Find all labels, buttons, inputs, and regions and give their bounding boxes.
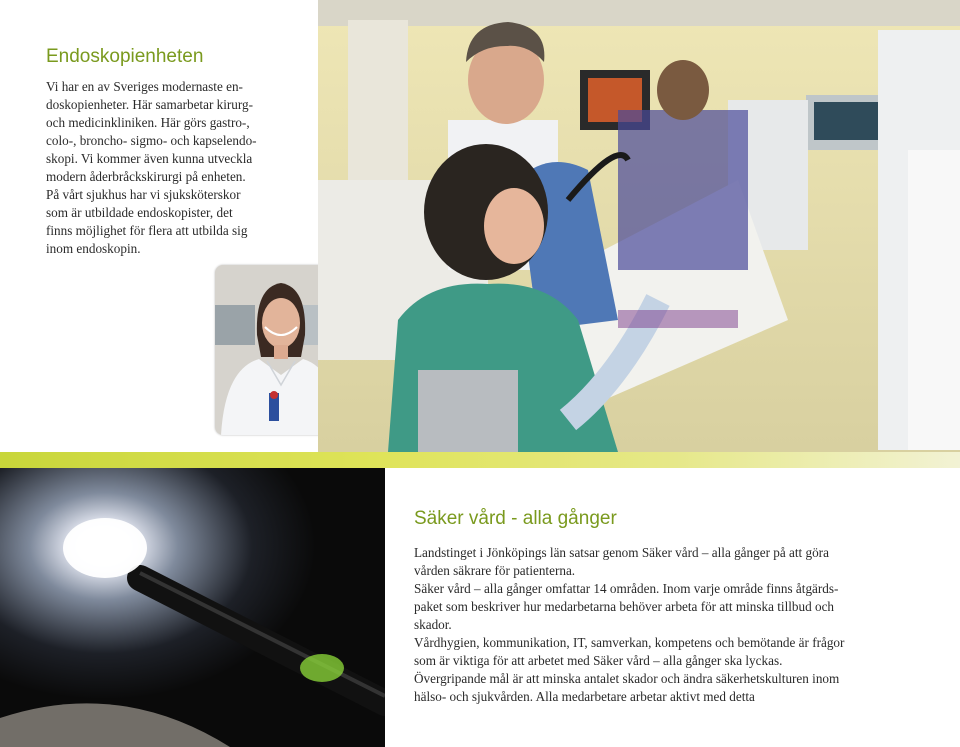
intro-line: och medicinkliniken. Här görs gastro-,: [46, 115, 250, 130]
safety-line: skador.: [414, 617, 452, 632]
safety-line: som är viktiga för att arbetet med Säker vård – alla gånger ska lyckas.: [414, 653, 783, 668]
safety-heading: Säker vård - alla gånger: [414, 508, 617, 529]
intro-line: doskopienheter. Här samarbetar kirurg-: [46, 97, 254, 112]
safety-line: Landstinget i Jönköpings län satsar genom Säker vård – alla gånger på att göra: [414, 545, 829, 560]
accent-band: [0, 452, 960, 468]
intro-line: modern åderbråckskirurgi på enheten.: [46, 169, 246, 184]
intro-line: skopi. Vi kommer även kunna utveckla: [46, 151, 253, 166]
procedure-illustration: [318, 0, 960, 452]
safety-line: Vårdhygien, kommunikation, IT, samverkan, kompetens och bemötande är frågor: [414, 635, 845, 650]
safety-line: paket som beskriver hur medarbetarna behöver arbeta för att minska tillbud och: [414, 599, 835, 614]
intro-paragraph: [46, 78, 308, 258]
safety-line: hälso- och sjukvården. Alla medarbetare arbetar aktivt med detta: [414, 689, 755, 704]
intro-line: colo-, broncho- sigmo- och kapselendo-: [46, 133, 257, 148]
intro-line: Vi har en av Sveriges modernaste en-: [46, 79, 243, 94]
safety-paragraph: [414, 544, 934, 706]
intro-line: inom endoskopin.: [46, 241, 141, 256]
intro-line: På vårt sjukhus har vi sjuksköterskor: [46, 187, 241, 202]
intro-line: finns möjlighet för flera att utbilda sig: [46, 223, 248, 238]
intro-section: [46, 46, 308, 258]
safety-line: Säker vård – alla gånger omfattar 14 områden. Inom varje område finns åtgärds-: [414, 581, 839, 596]
endoscopy-procedure-photo: [318, 0, 960, 452]
safety-section: [414, 508, 934, 706]
intro-line: som är utbildade endoskopister, det: [46, 205, 233, 220]
endoscope-illustration: [0, 468, 385, 747]
safety-line: Övergripande mål är att minska antalet skador och ändra säkerhetskulturen inom: [414, 671, 840, 686]
endoscope-closeup-photo: [0, 468, 385, 747]
intro-heading: Endoskopienheten: [46, 46, 204, 67]
safety-line: vården säkrare för patienterna.: [414, 563, 576, 578]
